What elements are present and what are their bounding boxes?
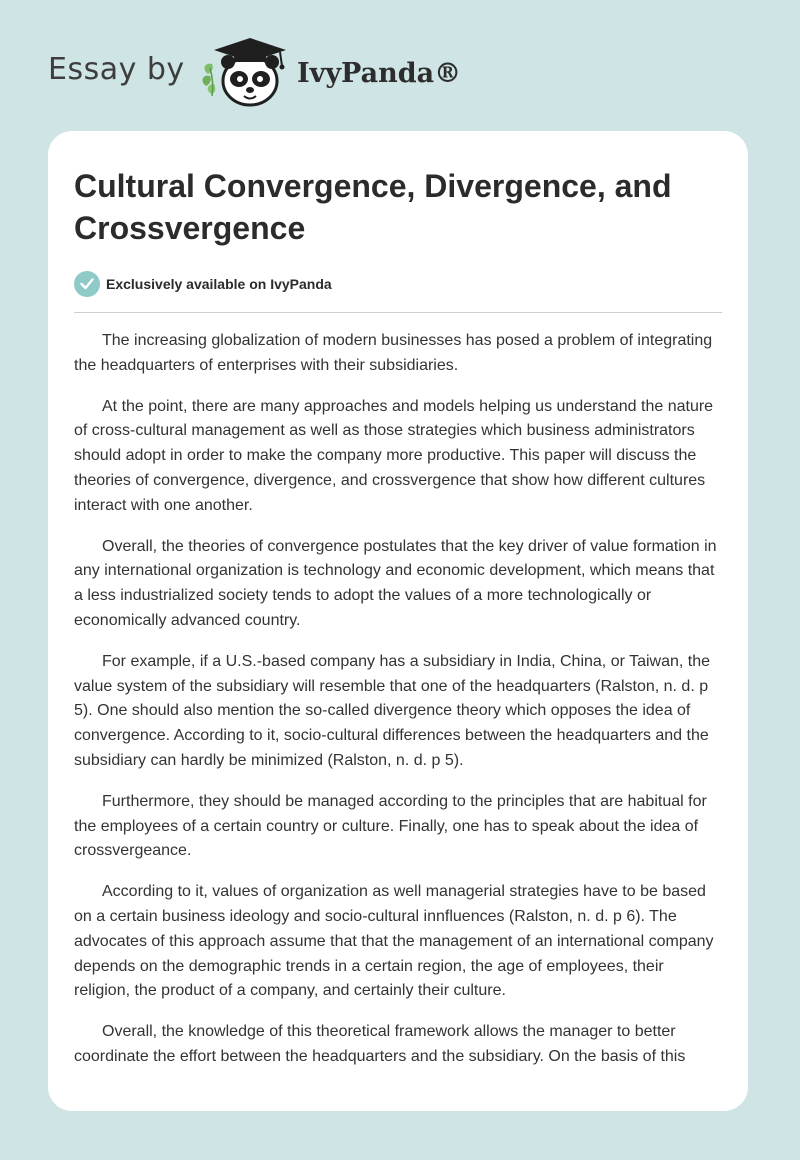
paragraph: Overall, the theories of convergence postulates that the key driver of value formation in any international organization is technology and economic development, which means that a less industrialized society tends to adopt the values of a more technologically or economically advanced country.	[74, 537, 717, 629]
paragraph: Furthermore, they should be managed according to the principles that are habitual for the employees of a certain country or culture. Finally, one has to speak about the idea of crossvergeance.	[74, 792, 707, 860]
paragraph: Overall, the knowledge of this theoretical framework allows the manager to better coordinate the effort between the headquarters and the subsidiary. On the basis of this	[74, 1023, 686, 1065]
site-header	[0, 0, 800, 130]
paragraph: According to it, values of organization as well managerial strategies have to be based on a certain business ideology and socio-cultural innfluences (Ralston, n. d. p 6). The advocates of this approach assume that that the management of an international company depends on the demographic trends in a certain region, the age of employees, their religion, the product of a company, and certainly their culture.	[74, 883, 714, 1000]
panda-logo-icon[interactable]	[200, 36, 292, 108]
paragraph: The increasing globalization of modern businesses has posed a problem of integrating the headquarters of enterprises with their subsidiaries.	[74, 332, 713, 374]
check-icon	[74, 271, 100, 297]
brand-name[interactable]: IvyPanda®	[297, 58, 462, 89]
essay-body	[74, 329, 722, 1070]
essay-card	[48, 131, 748, 1111]
exclusive-badge	[74, 271, 722, 297]
essay-by-label: Essay by	[48, 52, 185, 87]
paragraph: For example, if a U.S.-based company has a subsidiary in India, China, or Taiwan, the value system of the subsidiary will resemble that one of the headquarters (Ralston, n. d. p 5). One should also mention the so-called divergence theory which opposes the idea of convergence. According to it, socio-cultural differences between the headquarters and the subsidiary can hardly be minimized (Ralston, n. d. p 5).	[74, 652, 711, 769]
page-title: Cultural Convergence, Divergence, and Crossvergence	[74, 168, 672, 246]
badge-label: Exclusively available on IvyPanda	[106, 276, 332, 292]
paragraph: At the point, there are many approaches and models helping us understand the nature of cross-cultural management as well as those strategies which business administrators should adopt in order to make the company more productive. This paper will discuss the theories of convergence, divergence, and crossvergence that show how different cultures interact with one another.	[74, 397, 714, 514]
divider	[74, 312, 722, 313]
